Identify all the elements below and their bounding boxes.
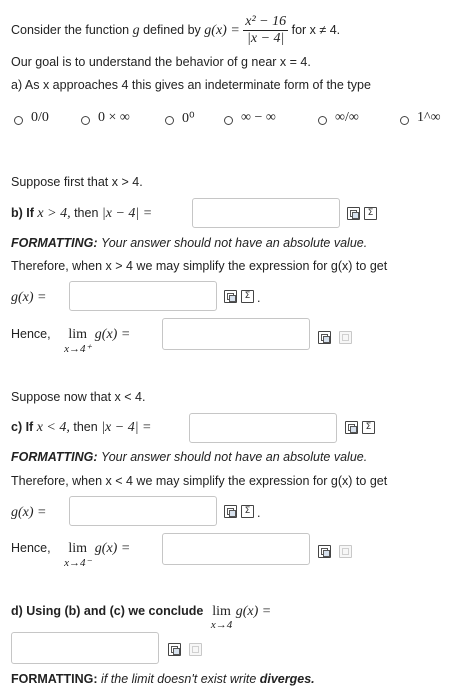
part-d-text: d) Using (b) and (c) we conclude xyxy=(11,604,204,618)
lim-expression: g(x) = xyxy=(94,541,131,556)
period-mark: . xyxy=(257,506,261,520)
formatting-label: FORMATTING: xyxy=(11,450,98,464)
lim-word: lim xyxy=(212,604,231,619)
intro-line xyxy=(11,14,340,47)
preview-icon[interactable] xyxy=(318,331,331,344)
goal-text: Our goal is to understand the behavior of g near x = 4. xyxy=(11,55,311,69)
part-a-prompt: a) As x approaches 4 this gives an indeterminate form of the type xyxy=(11,78,371,92)
option-label-5: ∞/∞ xyxy=(335,110,359,125)
part-c-hence xyxy=(11,541,130,569)
lim-expression: g(x) = xyxy=(235,604,272,619)
part-b-abs-input[interactable] xyxy=(192,198,340,228)
lim-word: lim xyxy=(68,327,88,342)
equation-editor-icon[interactable] xyxy=(189,643,202,656)
option-label-3: 0⁰ xyxy=(182,111,195,126)
part-c-limit-input[interactable] xyxy=(162,533,310,565)
part-c-expression: |x − 4| = xyxy=(101,420,152,435)
preview-icon[interactable] xyxy=(168,643,181,656)
part-b-prefix: b) If xyxy=(11,206,34,220)
part-b-g-input[interactable] xyxy=(69,281,217,311)
lim-subscript: x→4⁻ xyxy=(64,557,92,569)
part-c-g-input[interactable] xyxy=(69,496,217,526)
preview-icon[interactable] xyxy=(347,207,360,220)
equation-editor-icon[interactable] xyxy=(339,331,352,344)
equation-editor-icon[interactable]: Σ xyxy=(241,505,254,518)
part-c-formatting xyxy=(11,450,367,464)
function-fraction xyxy=(243,14,288,47)
preview-icon[interactable] xyxy=(318,545,331,558)
radio-option-3[interactable] xyxy=(165,116,174,125)
radio-option-5[interactable] xyxy=(318,116,327,125)
preview-icon[interactable] xyxy=(224,290,237,303)
preview-icon[interactable] xyxy=(345,421,358,434)
formatting-label: FORMATTING: xyxy=(11,672,98,686)
hence-label: Hence, xyxy=(11,541,51,555)
formatting-text: Your answer should not have an absolute value. xyxy=(101,450,368,464)
option-label-6: 1^∞ xyxy=(417,110,441,125)
fraction-denominator: |x − 4| xyxy=(247,31,285,46)
part-b-prompt xyxy=(11,206,152,222)
case-b-suppose: Suppose first that x > 4. xyxy=(11,175,143,189)
equation-editor-icon[interactable] xyxy=(339,545,352,558)
radio-option-6[interactable] xyxy=(400,116,409,125)
lim-subscript: x→4⁺ xyxy=(64,343,92,355)
formatting-text: if the limit doesn't exist write xyxy=(101,672,257,686)
function-name: g xyxy=(132,22,140,38)
option-label-2: 0 × ∞ xyxy=(98,110,130,125)
equation-editor-icon[interactable]: Σ xyxy=(364,207,377,220)
option-label-1: 0/0 xyxy=(31,110,49,125)
intro-lead: Consider the function xyxy=(11,22,130,37)
limit-notation xyxy=(211,604,232,631)
part-b-expression: |x − 4| = xyxy=(101,206,153,221)
part-c-condition: x < 4, xyxy=(36,420,70,435)
part-c-prompt xyxy=(11,420,152,436)
equation-editor-icon[interactable]: Σ xyxy=(362,421,375,434)
lim-subscript: x→4 xyxy=(210,619,233,631)
radio-option-4[interactable] xyxy=(224,116,233,125)
part-b-g-lhs: g(x) = xyxy=(11,290,47,305)
lim-word: lim xyxy=(68,541,88,556)
part-b-then: then xyxy=(74,206,99,220)
part-b-therefore: Therefore, when x > 4 we may simplify the expression for g(x) to get xyxy=(11,259,388,273)
limit-notation xyxy=(64,327,91,355)
case-c-suppose: Suppose now that x < 4. xyxy=(11,390,146,404)
part-b-condition: x > 4, xyxy=(37,206,71,221)
lim-expression: g(x) = xyxy=(94,327,131,342)
option-label-4: ∞ − ∞ xyxy=(241,110,276,125)
intro-defined-by: defined by xyxy=(143,22,201,37)
part-c-prefix: c) If xyxy=(11,420,34,434)
limit-notation xyxy=(64,541,91,569)
part-c-g-lhs: g(x) = xyxy=(11,505,47,520)
fraction-numerator: x² − 16 xyxy=(245,14,287,29)
formatting-label: FORMATTING: xyxy=(11,236,98,250)
radio-option-2[interactable] xyxy=(81,116,90,125)
preview-icon[interactable] xyxy=(224,505,237,518)
part-c-then: then xyxy=(73,420,98,434)
part-d-prompt xyxy=(11,604,271,631)
radio-option-1[interactable] xyxy=(14,116,23,125)
equation-editor-icon[interactable]: Σ xyxy=(241,290,254,303)
period-mark: . xyxy=(257,291,261,305)
part-b-hence xyxy=(11,327,130,355)
part-d-formatting xyxy=(11,672,315,686)
intro-condition: for x ≠ 4. xyxy=(291,22,341,37)
part-b-limit-input[interactable] xyxy=(162,318,310,350)
part-b-formatting xyxy=(11,236,367,250)
hence-label: Hence, xyxy=(11,327,51,341)
function-lhs: g(x) = xyxy=(204,22,240,38)
part-c-abs-input[interactable] xyxy=(189,413,337,443)
part-c-therefore: Therefore, when x < 4 we may simplify the expression for g(x) to get xyxy=(11,474,388,488)
formatting-keyword: diverges. xyxy=(259,672,315,686)
formatting-text: Your answer should not have an absolute value. xyxy=(101,236,368,250)
part-d-limit-input[interactable] xyxy=(11,632,159,664)
